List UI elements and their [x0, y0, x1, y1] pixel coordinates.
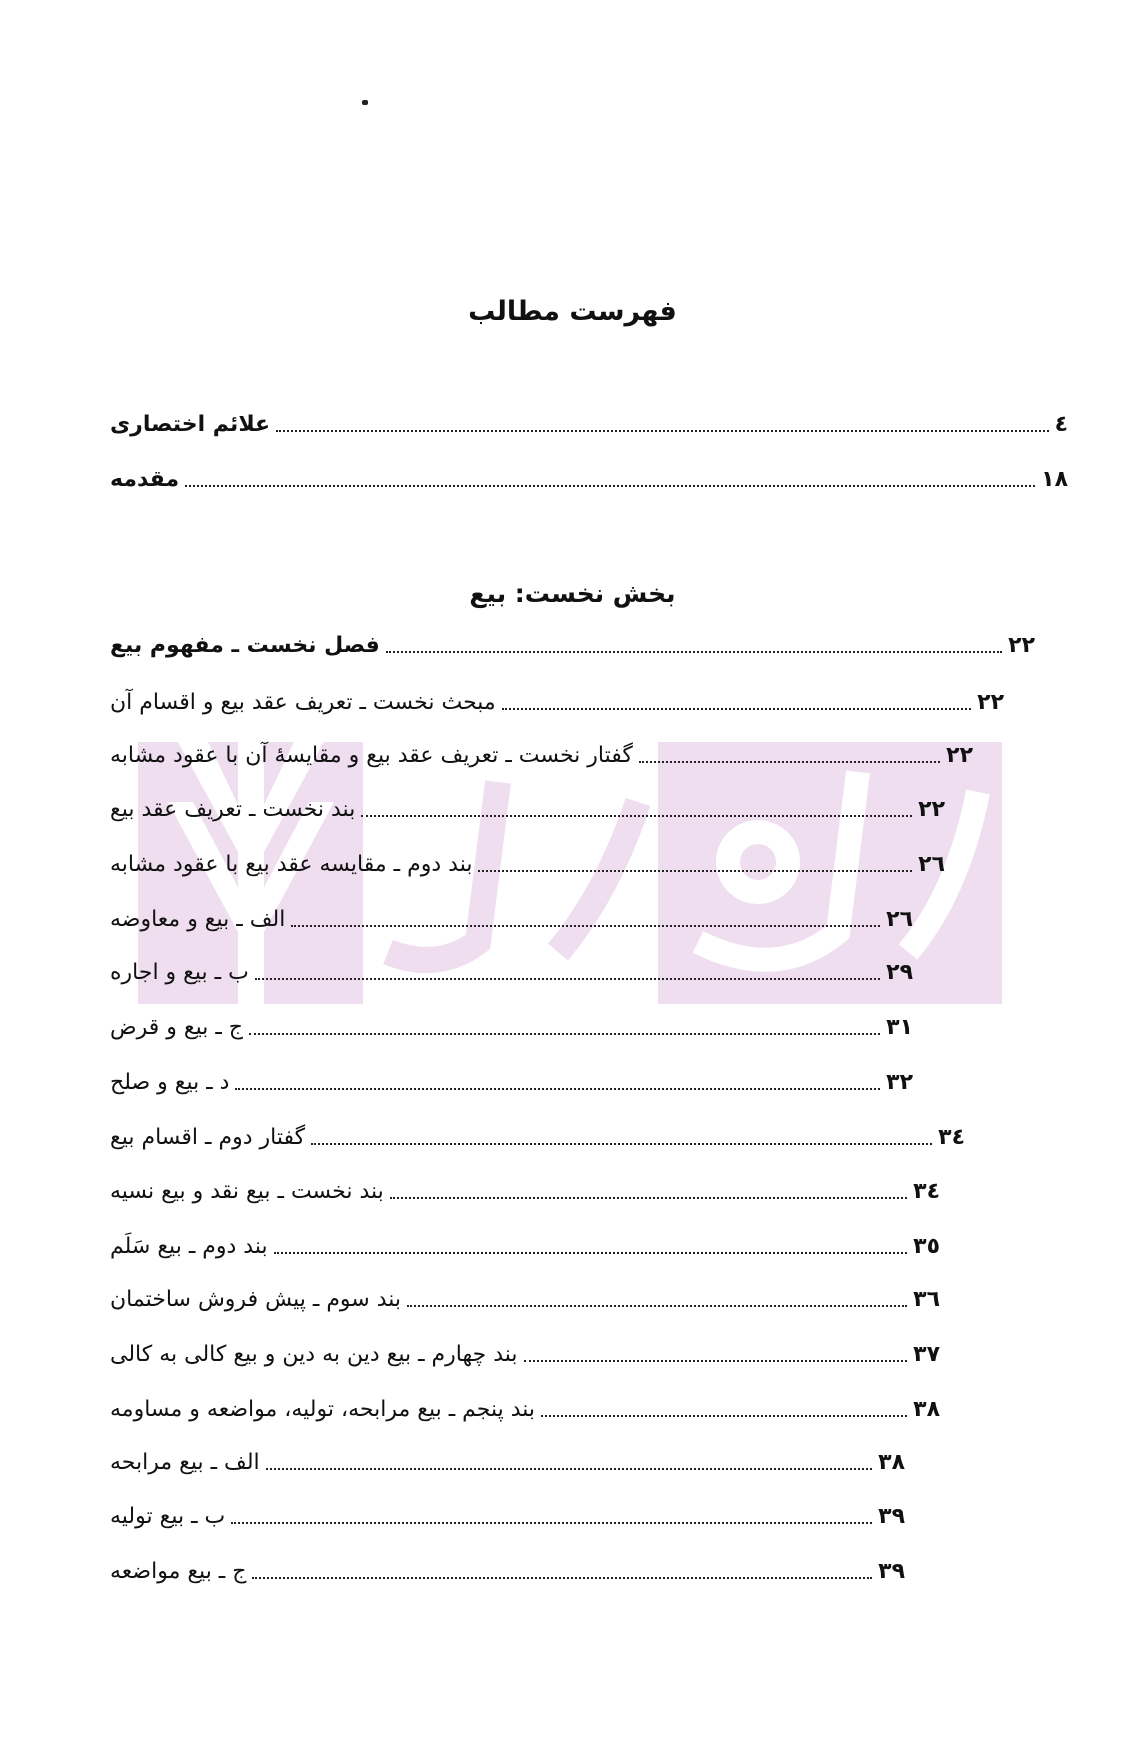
toc-entry-label: علائم اختصاری	[110, 412, 271, 437]
dot-leader	[274, 1252, 908, 1254]
toc-entry-label: ج ـ بیع مواضعه	[110, 1559, 247, 1584]
toc-entry-label: د ـ بیع و صلح	[110, 1070, 230, 1095]
toc-page-number: ٣٩	[878, 1559, 905, 1584]
toc-entry-label: ب ـ بیع تولیه	[110, 1504, 226, 1529]
section-heading: بخش نخست: بیع	[469, 579, 676, 608]
toc-entry-abbreviations[interactable]	[110, 405, 1068, 441]
toc-page-number: ٣٨	[913, 1397, 940, 1422]
dot-leader	[390, 1197, 907, 1199]
toc-entry-label: بند نخست ـ تعریف عقد بیع	[110, 797, 356, 822]
toc-page-number: ٢٢	[1008, 633, 1035, 658]
toc-page-number: ٢٦	[886, 907, 913, 932]
toc-entry[interactable]	[110, 1390, 940, 1426]
dot-leader	[639, 761, 940, 763]
page-title: فهرست مطالب	[468, 296, 677, 327]
toc-entry-label: الف ـ بیع و معاوضه	[110, 907, 286, 932]
dot-leader	[249, 1033, 880, 1035]
toc-page-number: ٣٥	[913, 1234, 940, 1259]
toc-page-number: ٣٧	[913, 1342, 940, 1367]
dot-leader	[276, 430, 1049, 432]
toc-entry-label: گفتار نخست ـ تعریف عقد بیع و مقایسهٔ آن با عقود مشابه	[110, 743, 633, 768]
toc-entry-label: بند سوم ـ پیش فروش ساختمان	[110, 1287, 402, 1312]
toc-entry-label: بند دوم ـ بیع سَلَم	[110, 1234, 268, 1259]
toc-entry-label: مقدمه	[110, 467, 180, 492]
toc-page-number: ٣١	[886, 1015, 913, 1040]
toc-entry[interactable]	[110, 900, 913, 936]
toc-entry-label: ج ـ بیع و قرض	[110, 1015, 243, 1040]
dot-leader	[478, 870, 912, 872]
toc-entry[interactable]	[110, 1063, 913, 1099]
toc-page-number: ٢٢	[918, 797, 945, 822]
toc-page-number: ٣٤	[913, 1179, 940, 1204]
toc-entry[interactable]	[110, 790, 945, 826]
ink-speck	[362, 100, 368, 105]
toc-entry[interactable]	[110, 736, 973, 772]
toc-entry-label: بند دوم ـ مقایسه عقد بیع با عقود مشابه	[110, 852, 473, 877]
dot-leader	[386, 651, 1002, 653]
dot-leader	[291, 925, 880, 927]
toc-entry-label: ب ـ بیع و اجاره	[110, 960, 249, 985]
dot-leader	[252, 1577, 872, 1579]
toc-page-number: ٣٩	[878, 1504, 905, 1529]
toc-entry[interactable]	[110, 1172, 940, 1208]
dot-leader	[361, 815, 912, 817]
dot-leader	[311, 1143, 932, 1145]
toc-entry[interactable]	[110, 1280, 940, 1316]
toc-entry-label: فصل نخست ـ مفهوم بیع	[110, 633, 380, 658]
toc-entry[interactable]	[110, 1497, 905, 1533]
toc-page-number: ٢٢	[946, 743, 973, 768]
toc-entry[interactable]	[110, 1335, 940, 1371]
dot-leader	[502, 708, 971, 710]
toc-entry[interactable]	[110, 1552, 905, 1588]
toc-entry-introduction[interactable]	[110, 460, 1068, 496]
dot-leader	[266, 1468, 873, 1470]
toc-entry[interactable]	[110, 1227, 940, 1263]
toc-page-number: ٤	[1054, 412, 1068, 437]
toc-page-number: ٣٦	[913, 1287, 940, 1312]
toc-page-number: ٣٨	[878, 1450, 905, 1475]
toc-page-number: ١٨	[1041, 467, 1068, 492]
toc-page-number: ٣٤	[938, 1125, 965, 1150]
toc-entry[interactable]	[110, 683, 1004, 719]
toc-entry[interactable]	[110, 1118, 965, 1154]
toc-entry[interactable]	[110, 953, 913, 989]
toc-page-number: ٣٢	[886, 1070, 913, 1095]
toc-entry[interactable]	[110, 1008, 913, 1044]
dot-leader	[524, 1360, 908, 1362]
toc-entry-label: الف ـ بیع مرابحه	[110, 1450, 260, 1475]
toc-page-number: ٢٩	[886, 960, 913, 985]
dot-leader	[541, 1415, 907, 1417]
toc-entry-label: بند چهارم ـ بیع دین به دین و بیع کالی به کالی	[110, 1342, 518, 1367]
toc-page-number: ٢٢	[977, 690, 1004, 715]
dot-leader	[185, 485, 1035, 487]
dot-leader	[231, 1522, 872, 1524]
toc-entry[interactable]	[110, 845, 945, 881]
dot-leader	[235, 1088, 880, 1090]
toc-entry[interactable]	[110, 1443, 905, 1479]
toc-entry-label: گفتار دوم ـ اقسام بیع	[110, 1125, 306, 1150]
dot-leader	[407, 1305, 907, 1307]
toc-entry-label: بند پنجم ـ بیع مرابحه، تولیه، مواضعه و مساومه	[110, 1397, 536, 1422]
toc-page-number: ٢٦	[918, 852, 945, 877]
toc-entry-label: مبحث نخست ـ تعریف عقد بیع و اقسام آن	[110, 690, 496, 715]
toc-entry[interactable]	[110, 626, 1035, 662]
dot-leader	[255, 978, 880, 980]
toc-entry-label: بند نخست ـ بیع نقد و بیع نسیه	[110, 1179, 384, 1204]
